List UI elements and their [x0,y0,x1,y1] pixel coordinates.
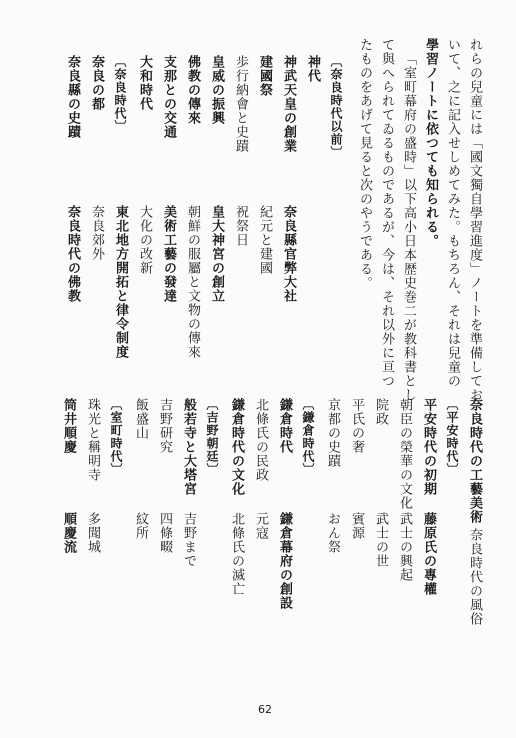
topic-item: 吉野研究 [157,398,172,454]
era-heading-kamakura: 〔鎌倉時代〕 [301,398,315,476]
topic-item: 院政 [373,398,388,426]
era-heading-pre-nara: 〔奈良時代以前〕 [329,55,343,159]
prose-line-6: たものをあげて見ると次のやうである。 [357,38,372,290]
topic-item: 神代 [305,55,320,83]
topic-item: 奈良の都 [89,55,104,111]
topic-item: 吉野まで [181,512,196,568]
topic-item: 奈良縣官弊大社 [281,205,296,303]
topic-item: 朝臣の榮華の文化 [397,398,412,510]
topic-item: 武士の世 [373,512,388,568]
topic-item: 賓源 [349,512,364,540]
topic-item: 紀元と建國 [257,205,272,275]
topic-item: 支那との交通 [161,55,176,139]
topic-item: 東北地方開拓と律令制度 [113,205,128,359]
prose-line-4: 「室町幕府の盛時」以下高小日本歴史巻二が教科書とし [401,52,416,402]
topic-item: 皇威の振興 [209,55,224,125]
topic-item: 平安時代の初期 [421,398,436,496]
topic-item: 武士の興起 [397,512,412,582]
topic-item: 建國祭 [257,55,272,97]
topic-item: 珠光と稱明寺 [85,398,100,482]
topic-item: 藤原氏の專權 [421,512,436,596]
topic-item: 四條畷 [157,512,172,554]
topic-item: 神武天皇の創業 [281,55,296,153]
topic-item: 祝祭日 [233,205,248,247]
topic-item: 大和時代 [137,55,152,111]
era-heading-nara: 〔奈良時代〕 [113,55,127,133]
topic-item: 京都の史蹟 [325,398,340,468]
era-heading-yoshino: 〔吉野朝廷〕 [205,398,219,476]
topic-item: 佛教の傳來 [185,55,200,125]
topic-item: 多聞城 [85,512,100,554]
topic-item: 大化の改新 [137,205,152,275]
topic-item: 飯盛山 [133,398,148,440]
topic-item: 鎌倉幕府の創設 [277,512,292,610]
topic-item: 奈良縣の史蹟 [65,55,80,139]
topic-item: 筒井順慶 [61,398,76,454]
topic-item: 般若寺と大塔宮 [181,398,196,496]
topic-item: 鎌倉時代 [277,398,292,454]
topic-item: 元寇 [253,512,268,540]
topic-item: 歩行納會と史蹟 [233,55,248,153]
topic-item: 朝鮮の服屬と文物の傳來 [185,205,200,359]
topic-item: 順慶流 [61,512,76,554]
prose-line-3: 學習ノートに依つても知られる。 [423,38,438,248]
topic-item: 北條氏の民政 [253,398,268,482]
topic-item: おん祭 [325,512,340,554]
topic-item: 奈良郊外 [89,205,104,261]
era-heading-muromachi: 〔室町時代〕 [109,398,123,476]
topic-item: 北條氏の滅亡 [229,512,244,596]
prose-line-2: いて、之に記入せしめてみた。もちろん、それは兒童の [445,38,460,388]
topic-item: 皇大神宮の創立 [209,205,224,303]
topic-item: 奈良時代の工藝美術 [467,398,482,524]
era-heading-heian: 〔平安時代〕 [445,398,459,476]
topic-item: 平氏の奢 [349,398,364,454]
page-number: 62 [258,703,272,716]
prose-line-5: て與へられてゐるものであるが、今は、それ以外に亘つ [379,38,394,388]
topic-item: 奈良時代の風俗 [467,528,482,626]
topic-item: 美術工藝の發達 [161,205,176,303]
topic-item: 鎌倉時代の文化 [229,398,244,496]
topic-item: 紋所 [133,512,148,540]
topic-item: 奈良時代の佛教 [65,205,80,303]
prose-line-1: れらの兒童には「國文獨自學習進度」ノートを準備してお [467,38,482,402]
